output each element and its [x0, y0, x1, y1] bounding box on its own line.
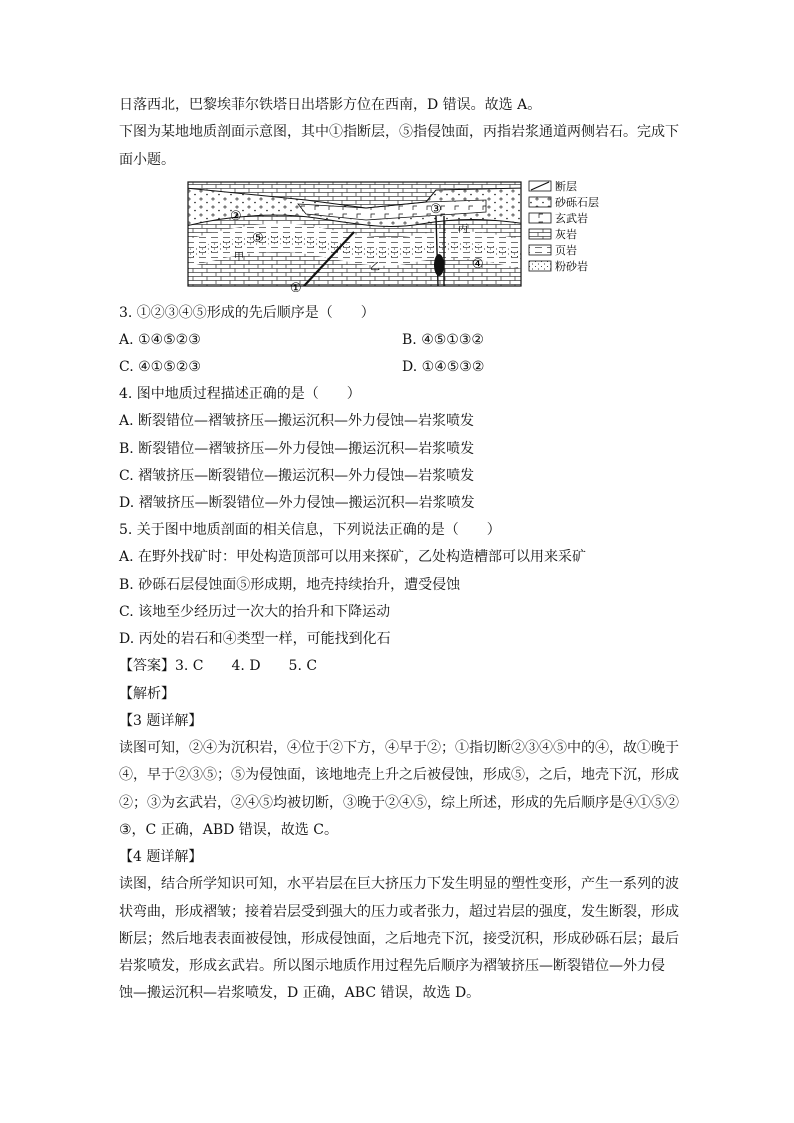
- q5-option-a: A. 在野外找矿时：甲处构造顶部可以用来探矿，乙处构造槽部可以用来采矿: [119, 549, 587, 565]
- legend-swatch-limestone: [529, 229, 551, 239]
- q3-option-b: B. ④⑤①③②: [402, 332, 484, 348]
- q4-option-d: D. 褶皱挤压—断裂错位—外力侵蚀—搬运沉积—岩浆喷发: [119, 495, 475, 511]
- label-4: ④: [472, 257, 484, 272]
- legend-swatch-gravel: [529, 197, 551, 207]
- q5-option-d: D. 丙处的岩石和④类型一样，可能找到化石: [119, 631, 391, 647]
- q4-detail-line-3: 断层；然后地表表面被侵蚀，形成侵蚀面，之后地壳下沉，接受沉积，形成砂砾石层；最后: [119, 931, 679, 947]
- q3-detail-line-4: ③，C 正确，ABD 错误，故选 C。: [119, 822, 338, 838]
- analysis-title: 【解析】: [119, 686, 175, 702]
- q3-option-d: D. ①④⑤③②: [402, 359, 485, 375]
- q3-stem: 3. ①②③④⑤形成的先后顺序是（ ）: [119, 305, 375, 321]
- q3-option-c: C. ④①⑤②③: [119, 359, 201, 375]
- label-3: ③: [430, 202, 442, 217]
- legend-siltstone: 粉砂岩: [555, 260, 588, 273]
- geologic-profile-diagram: [186, 180, 611, 292]
- q4-option-c: C. 褶皱挤压—断裂错位—搬运沉积—外力侵蚀—岩浆喷发: [119, 468, 475, 484]
- q5-stem: 5. 关于图中地质剖面的相关信息，下列说法正确的是（ ）: [119, 522, 501, 538]
- q4-detail-line-2: 状弯曲，形成褶皱；接着岩层受到强大的压力或者张力，超过岩层的强度，发生断裂，形成: [119, 904, 679, 920]
- label-jia: 甲: [234, 252, 244, 263]
- legend-swatch-shale: [529, 245, 551, 255]
- q4-detail-line-4: 岩浆喷发，形成玄武岩。所以图示地质作用过程先后顺序为褶皱挤压—断裂错位—外力侵: [119, 958, 665, 974]
- q4-detail-line-1: 读图，结合所学知识可知，水平岩层在巨大挤压力下发生明显的塑性变形，产生一系列的波: [119, 876, 679, 892]
- q4-detail-title: 【4 题详解】: [119, 849, 203, 865]
- legend-basalt: 玄武岩: [555, 212, 588, 225]
- q3-detail-line-1: 读图可知，②④为沉积岩，④位于②下方，④早于②；①指切断②③④⑤中的④，故①晚于: [119, 740, 679, 756]
- legend-fault: 断层: [555, 180, 577, 193]
- q3-detail-title: 【3 题详解】: [119, 713, 203, 729]
- legend-shale: 页岩: [555, 244, 577, 257]
- legend-limestone: 灰岩: [555, 228, 577, 241]
- q3-detail-line-3: ②；③为玄武岩，②④⑤均被切断，③晚于②④⑤，综上所述，形成的先后顺序是④①⑤②: [119, 795, 679, 811]
- legend-swatch-siltstone: [529, 261, 551, 271]
- strata-layers: [186, 180, 526, 290]
- label-5: ⑤: [252, 231, 264, 246]
- q4-option-b: B. 断裂错位—褶皱挤压—外力侵蚀—搬运沉积—岩浆喷发: [119, 441, 475, 457]
- legend-swatch-basalt: [529, 213, 551, 223]
- label-2: ②: [230, 209, 242, 224]
- q4-detail-line-5: 蚀—搬运沉积—岩浆喷发，D 正确，ABC 错误，故选 D。: [119, 985, 481, 1001]
- q5-option-c: C. 该地至少经历过一次大的抬升和下降运动: [119, 604, 391, 620]
- q4-stem: 4. 图中地质过程描述正确的是（ ）: [119, 386, 361, 402]
- q5-option-b: B. 砂砾石层侵蚀面⑤形成期，地壳持续抬升，遭受侵蚀: [119, 577, 461, 593]
- answer-line: 【答案】3. C 4. D 5. C: [119, 658, 318, 674]
- q3-detail-line-2: ④，早于②③⑤；⑤为侵蚀面，该地地壳上升之后被侵蚀，形成⑤，之后，地壳下沉，形成: [119, 767, 679, 783]
- magma-body: [434, 254, 444, 276]
- intro-line-2: 下图为某地地质剖面示意图，其中①指断层，⑤指侵蚀面，丙指岩浆通道两侧岩石。完成下: [119, 124, 679, 140]
- q4-option-a: A. 断裂错位—褶皱挤压—搬运沉积—外力侵蚀—岩浆喷发: [119, 413, 475, 429]
- label-bing: 丙: [458, 224, 468, 235]
- intro-line-1: 日落西北，巴黎埃菲尔铁塔日出塔影方位在西南，D 错误。故选 A。: [119, 97, 542, 113]
- intro-line-3: 面小题。: [119, 152, 175, 168]
- q3-option-a: A. ①④⑤②③: [119, 332, 201, 348]
- legend: [529, 180, 599, 273]
- label-yi: 乙: [370, 262, 380, 273]
- legend-gravel: 砂砾石层: [555, 196, 599, 209]
- label-1: ①: [290, 281, 302, 292]
